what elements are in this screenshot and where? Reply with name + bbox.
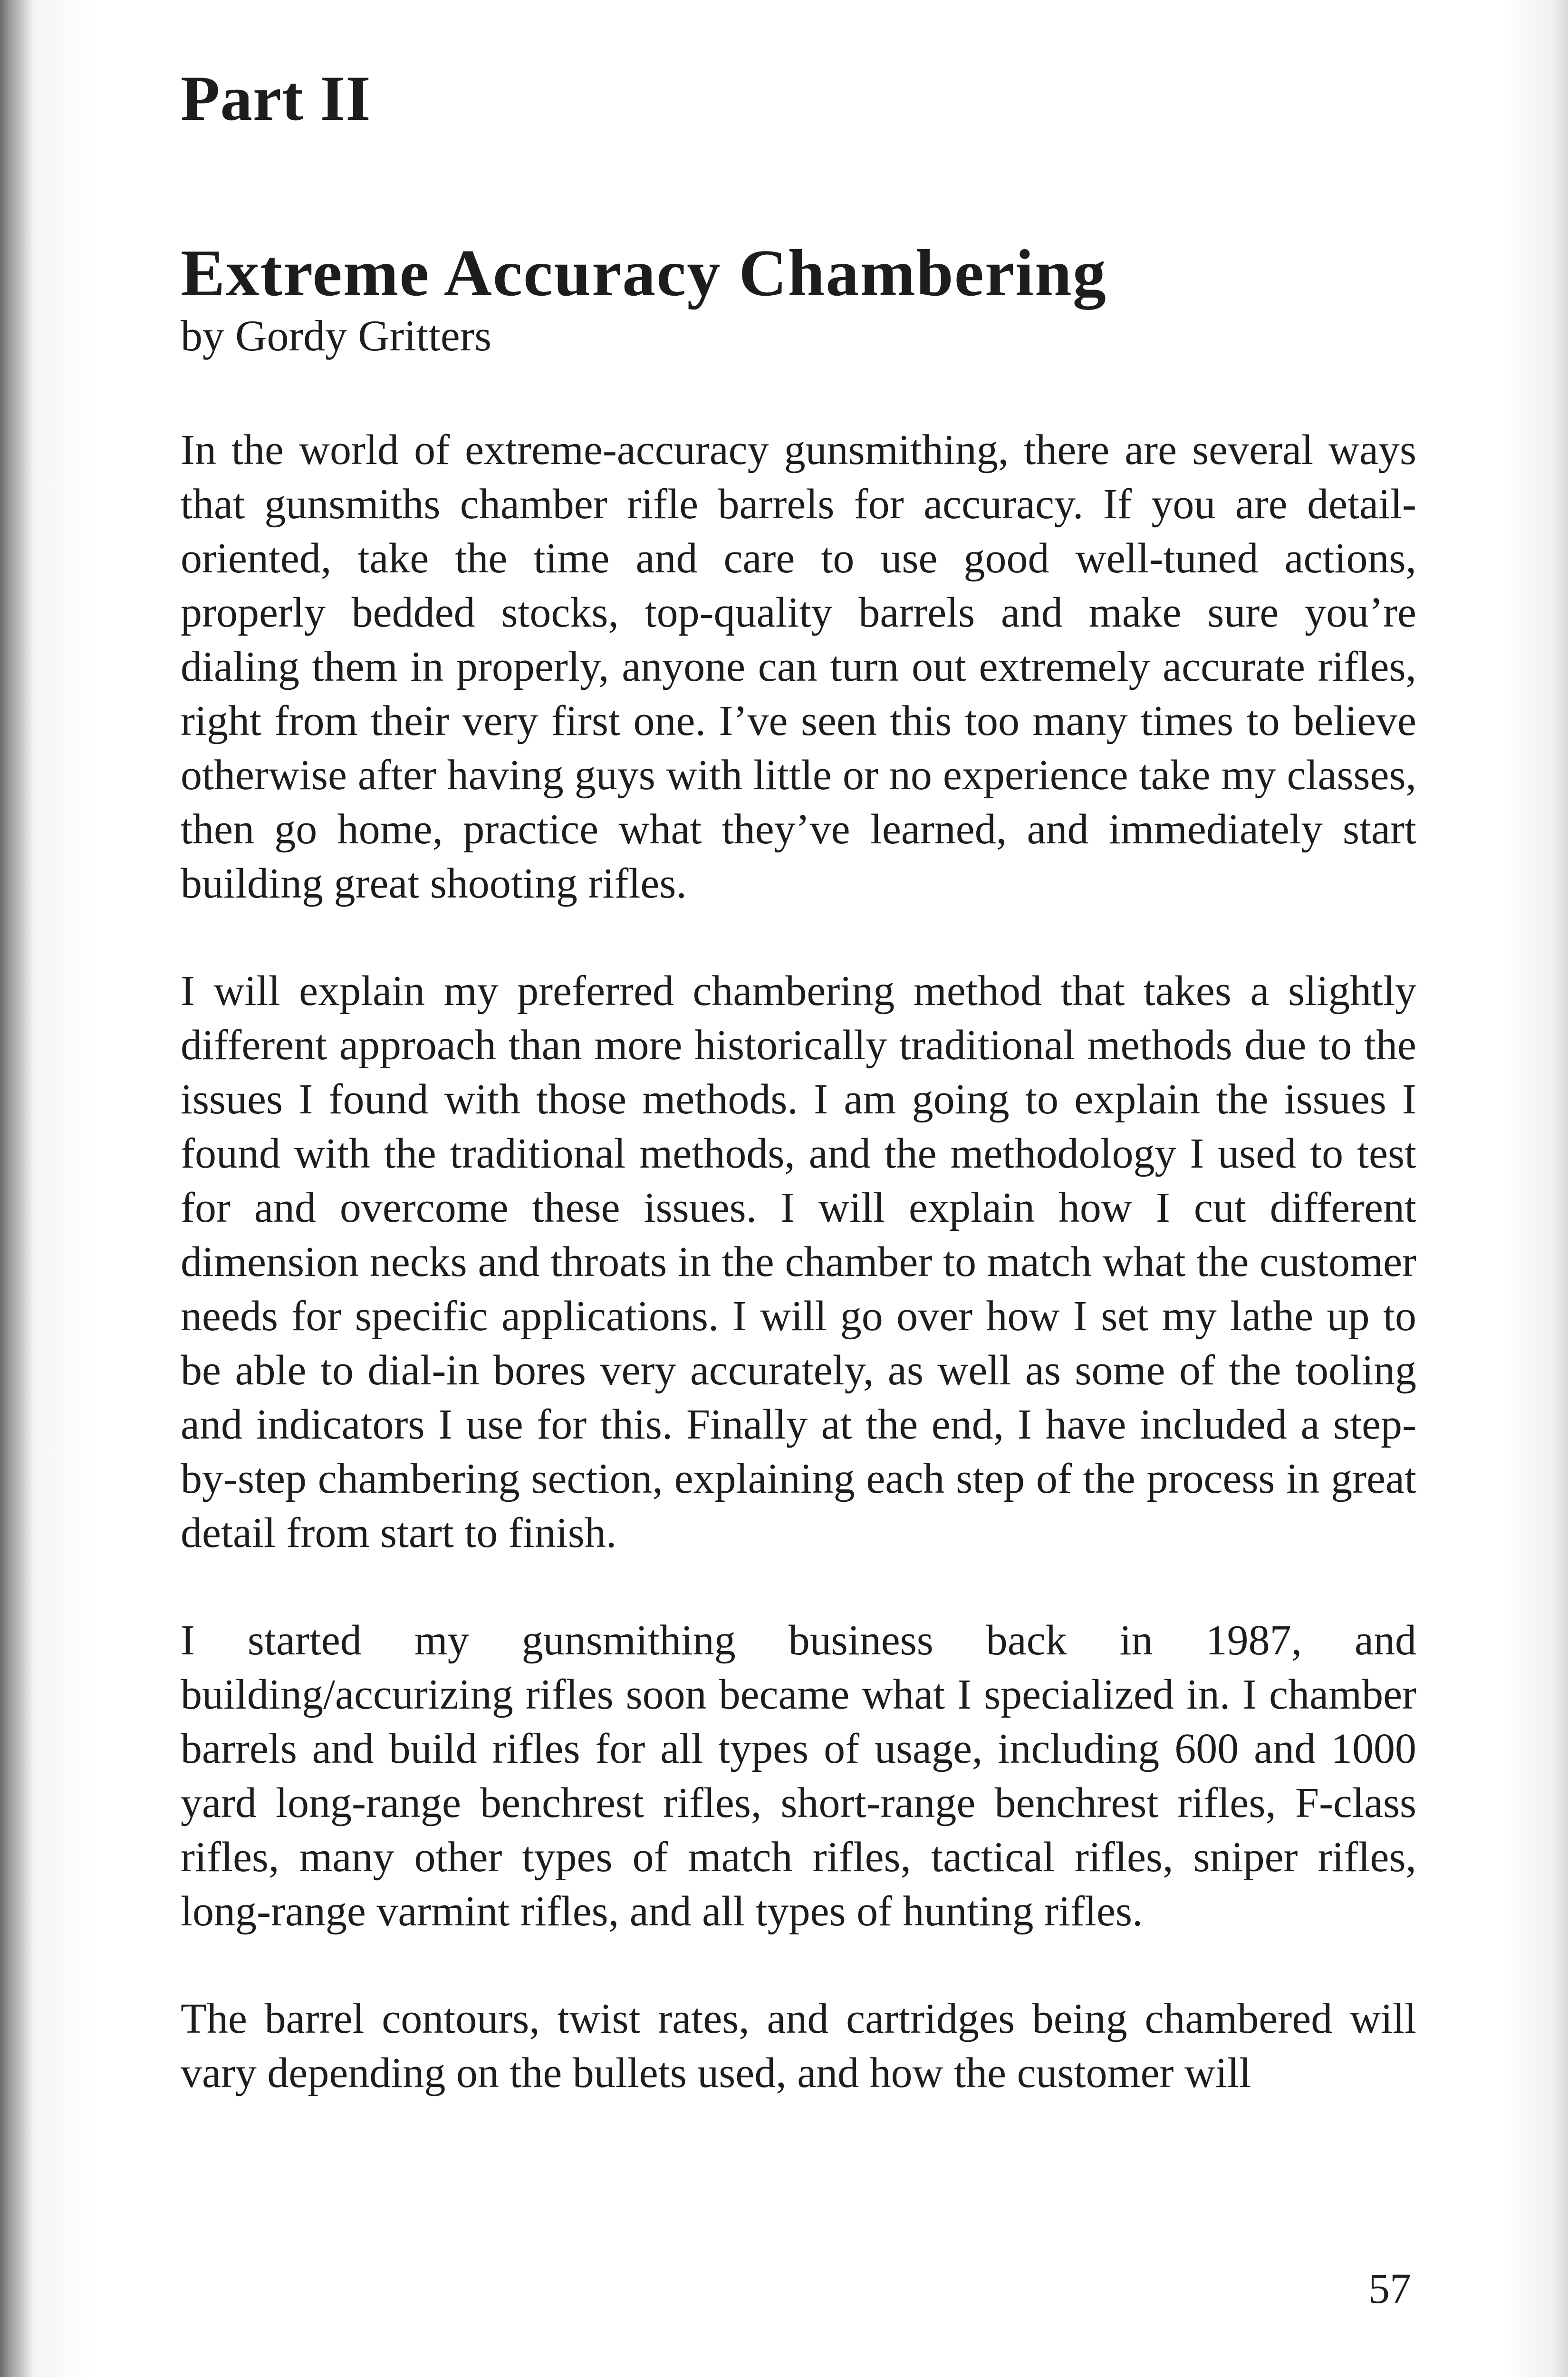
paragraph-2: I will explain my preferred chambering method that takes a slightly different approach than more historically traditional methods due to the issues I found with those methods. I am going to explain the issues I found with the traditional methods, and the methodology I used to test for and overcome these issues. I will explain how I cut different dimension necks and throats in the chamber to match what the customer needs for specific applications. I will go over how I set my lathe up to be able to dial-in bores very accurately, as well as some of the tooling and indicators I use for this. Finally at the end, I have included a step-by-step chambering section, explaining each step of the process in great detail from start to finish. xyxy=(181,967,1416,1556)
body-text xyxy=(181,423,1416,2154)
paragraph-4: The barrel contours, twist rates, and cartridges being chambered will vary depending on the bullets used, and how the customer will xyxy=(181,1995,1416,2097)
author-byline: by Gordy Gritters xyxy=(181,311,492,360)
page-number: 57 xyxy=(1368,2265,1411,2312)
spine-shadow xyxy=(0,0,33,2377)
paragraph-3: I started my gunsmithing business back in 1987, and building/accurizing rifles soon became what I specialized in. I chamber barrels and build rifles for all types of usage, including 600 and 1000 yard long-range benchrest rifles, short-range benchrest rifles, F-class rifles, many other types of match rifles, tactical rifles, sniper rifles, long-range varmint rifles, and all types of hunting rifles. xyxy=(181,1617,1416,1935)
part-label: Part II xyxy=(181,63,371,134)
page-edge-right xyxy=(1554,0,1568,2377)
paragraph-1: In the world of extreme-accuracy gunsmithing, there are several ways that gunsmiths chamber rifle barrels for accuracy. If you are detail-oriented, take the time and care to use good well-tuned actions, properly bedded stocks, top-quality barrels and make sure you’re dialing them in properly, anyone can turn out extremely accurate rifles, right from their very first one. I’ve seen this too many times to believe otherwise after having guys with little or no experience take my classes, then go home, practice what they’ve learned, and immediately start building great shooting rifles. xyxy=(181,426,1416,907)
chapter-title: Extreme Accuracy Chambering xyxy=(181,236,1107,310)
